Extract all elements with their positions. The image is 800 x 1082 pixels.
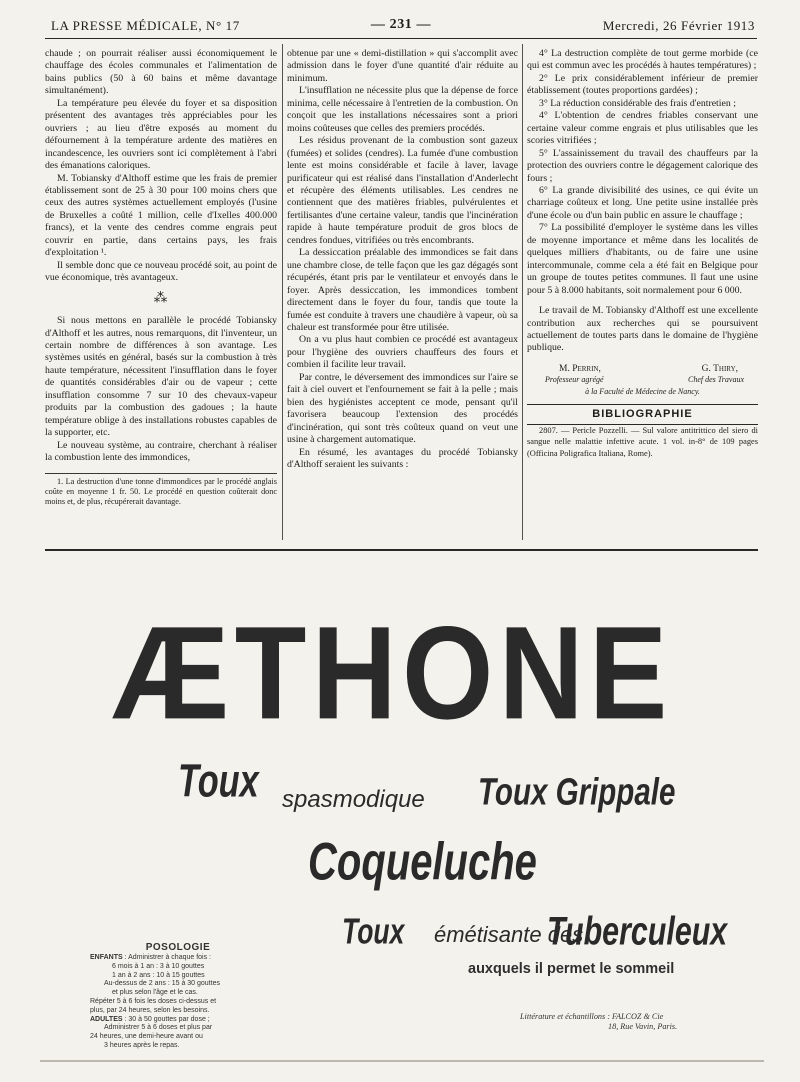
ad-toux-grippale: Toux Grippale [478, 769, 676, 813]
paragraph: M. Tobiansky d'Althoff estime que les frais de premier établissement sont de 25 à 30 pour 100 moins chers que ceux des autres systèmes actuellement employés (l'usine de Bruxelles a coûté 1 million, celle d'Ixelles 400.000 francs), et la vente des cendres comme engrais peut couvrir en partie, dans certains pays, les frais d'exploitation ¹. [45, 172, 277, 259]
page-number: — 231 — [370, 17, 432, 32]
posology-children-label: ENFANTS [90, 954, 123, 961]
ad-brand-name: ÆTHONE [112, 598, 673, 747]
ad-supplier-address: 18, Rue Vavin, Paris. [608, 1022, 678, 1031]
ad-toux-word: Toux [178, 755, 259, 807]
footnote: 1. La destruction d'une tonne d'immondices par le procédé anglais coûte en moyenne 1 fr. 50. Le procédé en question coûterait donc moins et, de plus, récupérerait davantage. [45, 476, 277, 506]
posology-title: POSOLOGIE [145, 942, 211, 953]
posology-line: Répéter 5 à 6 fois les doses ci-dessus et [90, 997, 217, 1005]
list-item: 6° La grande divisibilité des usines, ce qui évite un charriage coûteux et long. Une petite usine installée près d'une école ou d'un bain public en assure le chauffage ; [527, 184, 758, 221]
list-item: 2° Le prix considérablement inférieur de premier établissement (toutes proportions gardées) ; [527, 72, 758, 97]
author-roles [527, 375, 758, 385]
list-item: 4° L'obtention de cendres friables conservant une certaine valeur comme engrais et plus utilisables que les scories vitrifiées ; [527, 110, 758, 147]
posology-children-text: : Administrer à chaque fois : [124, 954, 212, 961]
posology-line: 24 heures, une demi-heure avant ou [90, 1033, 203, 1041]
page-bottom-edge [40, 1060, 764, 1062]
ad-spasmodique: spasmodique [282, 786, 425, 813]
ad-tuberculeux: Tuberculeux [547, 909, 728, 954]
column-divider [282, 44, 283, 540]
paragraph: Le travail de M. Tobiansky d'Althoff est une excellente contribution aux recherches qui se poursuivent actuellement de toutes parts dans le domaine de l'hygiène publique. [527, 305, 758, 354]
paragraph: La température peu élevée du foyer et sa disposition présentent des avantages très appréciables pour les ouvriers ; au lieu d'être exposés au moment du défournement à la température ardente des matières en incandescence, les ouvriers sont ici complètement à l'abri des émanations caloriques. [45, 97, 277, 172]
ad-headline-3 [342, 909, 728, 954]
posology-line: Administrer 5 à 6 doses et plus par [104, 1024, 213, 1032]
issue-date: Mercredi, 26 Février 1913 [602, 18, 755, 33]
posology-line: 6 mois à 1 an : 3 à 10 gouttes [112, 962, 205, 970]
posology-line: Au-dessus de 2 ans : 15 à 30 gouttes [104, 980, 220, 988]
paragraph: L'insufflation ne nécessite plus que la dépense de force minima, celle nécessaire à l'entretien de la combustion. On conçoit que les installations nécessaires sont a priori moins coûteuses que celles des premiers procédés. [287, 85, 518, 134]
article-column-2 [287, 48, 518, 544]
footnote-rule [45, 473, 277, 474]
author-role: Professeur agrégé [545, 375, 604, 385]
section-separator: ⁂ [153, 290, 169, 306]
posology-adults-label: ADULTES [90, 1015, 123, 1023]
posology-adults-text: : 30 à 50 gouttes par dose ; [124, 1015, 210, 1023]
posology-line: 3 heures après le repas. [104, 1041, 180, 1049]
ad-sommeil-line: auxquels il permet le sommeil [468, 961, 675, 977]
article-column-3 [527, 48, 758, 544]
paragraph: En résumé, les avantages du procédé Tobiansky d'Althoff seraient les suivants : [287, 446, 518, 470]
ad-emetisante: émétisante des [434, 922, 584, 947]
ad-coqueluche: Coqueluche [308, 832, 537, 891]
paragraph: Les résidus provenant de la combustion sont gazeux (fumées) et solides (cendres). La fumée d'une combustion lente est moins considérable et facile à laver, lavage purificateur qui est réalisé dans l'installation d'Anderlecht et récupère des éléments utilisables. Les cendres ne contiennent que des matières friables, pulvérulentes et fertilisantes d'une certaine valeur, tandis que l'incinération rapide à haute température produit de gros blocs de cendres fondues, vitrifiées ou très encombrants. [287, 135, 518, 246]
paragraph: La dessiccation préalable des immondices se fait dans une chambre close, de telle façon que les gaz dégagés sont récupérés, étant pris par le ventilateur et envoyés dans le foyer. Après dessiccation, les immondices tombent directement dans le foyer du four, tandis que toute la fumée est conduite à travers une chaudière à vapeur, où sa chaleur est transformée pour être utilisée. [287, 247, 518, 333]
bibliography-entry: 2807. — Pericle Pozzelli. — Sul valore antitrittico del siero di sangue nelle malattie infettive acute. 1 vol. in-8° de 109 pages (Officina Poligrafica Italiana, Rome). [527, 425, 758, 458]
bibliography-heading: BIBLIOGRAPHIE [527, 404, 758, 424]
paragraph: Il semble donc que ce nouveau procédé soit, au point de vue économique, très avantageux. [45, 259, 277, 284]
journal-name: LA PRESSE MÉDICALE, N° 17 [51, 18, 240, 33]
paragraph: On a vu plus haut combien ce procédé est avantageux pour l'hygiène des ouvriers chauffeurs des fours et combien il facilite leur travail. [287, 334, 518, 371]
ad-supplier-info [520, 1012, 677, 1032]
list-item: 5° L'assainissement du travail des chauffeurs par la protection des ouvriers contre le dégagement calorique des fours ; [527, 147, 758, 184]
ad-supplier-line: Littérature et échantillons : FALCOZ & Cie [520, 1012, 664, 1021]
posology-line: 1 an à 2 ans : 10 à 15 gouttes [112, 971, 205, 979]
paragraph: Si nous mettons en parallèle le procédé Tobiansky d'Althoff et les autres, nous remarquons, dit l'inventeur, un certain nombre de différences à son avantage. Les systèmes usités en général, basés sur la combustion à très haute température, nécessitent l'insufflation dans le foyer de quantités considérables d'air ou de vapeur ; cette insufflation consomme 7 sur 10 des chevaux-vapeur produits par la combustion des gadoues ; la haute température oblige à des installations robustes capables de la supporter, etc. [45, 315, 277, 439]
signature-block [527, 363, 758, 375]
section-rule [45, 549, 758, 551]
author-affiliation: à la Faculté de Médecine de Nancy. [585, 386, 700, 396]
ad-toux-word: Toux [342, 912, 405, 952]
paragraph: chaude ; on pourrait réaliser aussi économiquement le chauffage des écoles communales et l'alimentation de bains publics (50 à 60 bains et même davantage simultanément). [45, 48, 277, 97]
posology-box [90, 942, 266, 1051]
article-column-1 [45, 48, 277, 544]
posology-line: et plus selon l'âge et le cas. [112, 989, 198, 997]
list-item: 3° La réduction considérable des frais d'entretien ; [539, 97, 736, 109]
paragraph: Le nouveau système, au contraire, cherchant à réaliser la combustion lente des immondices, [45, 439, 277, 464]
list-item: 4° La destruction complète de tout germe morbide (ce qui est commun avec les procédés à hautes températures) ; [527, 48, 758, 72]
posology-children-intro [90, 954, 266, 963]
author-name: M. Perrin, [559, 363, 601, 374]
posology-line: plus, par 24 heures, selon les besoins. [90, 1006, 210, 1014]
author-role: Chef des Travaux [688, 375, 744, 385]
posology-adults-intro [90, 1016, 266, 1025]
page-header [45, 16, 757, 39]
paragraph: Par contre, le déversement des immondices sur l'aire se fait à ciel ouvert et l'enfournement se fait à la pelle ; mais bien des hygiénistes acceptent ce mode, pensant qu'il favorisera beaucoup l'extension des procédés d'incinération, qui sont très coûteux quand on veut une usine à chargement automatique. [287, 371, 518, 446]
column-divider [522, 44, 523, 540]
ad-headline-1 [178, 755, 698, 813]
author-name: G. Thiry, [701, 363, 738, 374]
paragraph: obtenue par une « demi-distillation » qui s'accomplit avec admission dans le foyer d'une quantité d'air réduite au minimum. [287, 48, 518, 84]
list-item: 7° La possibilité d'employer le système dans les villes de moyenne importance et même dans les localités de quelques milliers d'habitants, ou de faire une usine intercommunale, comme cela a été fait en Belgique pour un groupe de toutes petites communes. Il faut une usine pour 5 à 8.000 habitants, soit normalement pour 6 000. [527, 222, 758, 296]
